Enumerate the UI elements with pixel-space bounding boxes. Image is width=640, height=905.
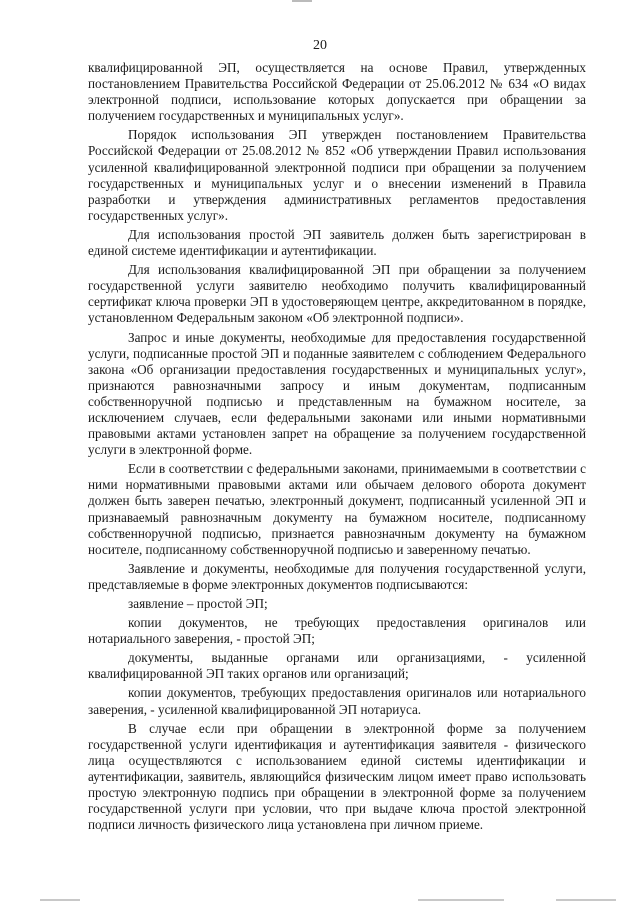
paragraph-2: Порядок использования ЭП утвержден постановлением Правительства Российской Федерации от 25.08.2012 № 852 «Об утверждении Правил использования усиленной квалифицированной электронной подписи при обращении за получением государственных и муниципальных услуг и о внесении изменений в Правила разработки и утверждения административных регламентов предоставления государственных услуг». xyxy=(88,127,586,223)
scan-artifact-bottom-right xyxy=(556,899,616,901)
paragraph-5: Запрос и иные документы, необходимые для предоставления государственной услуги, подписанные простой ЭП и поданные заявителем с соблюдением Федерального закона «Об организации предоставления государственных и муниципальных услуг», признаются равнозначными запросу и иным документам, подписанным собственноручной подписью и представленным на бумажном носителе, за исключением случаев, если федеральными законами или иными нормативными правовыми актами установлен запрет на обращение за получением государственной услуги в электронной форме. xyxy=(88,329,586,458)
scan-artifact-bottom-left xyxy=(40,899,80,901)
document-body xyxy=(88,60,586,833)
page-number: 20 xyxy=(313,38,327,53)
paragraph-1: квалифицированной ЭП, осуществляется на основе Правил, утвержденных постановлением Правительства Российской Федерации от 25.06.2012 № 634 «О видах электронной подписи, использование которых допускается при обращении за получением государственных и муниципальных услуг». xyxy=(88,60,586,124)
list-item-3: документы, выданные органами или организациями, - усиленной квалифицированной ЭП таких органов или организаций; xyxy=(88,650,586,682)
paragraph-4: Для использования квалифицированной ЭП при обращении за получением государственной услуги заявителю необходимо получить квалифицированный сертификат ключа проверки ЭП в удостоверяющем центре, аккредитованном в порядке, установленном Федеральным законом «Об электронной подписи». xyxy=(88,262,586,326)
paragraph-3: Для использования простой ЭП заявитель должен быть зарегистрирован в единой системе идентификации и аутентификации. xyxy=(88,226,586,259)
scan-artifact-top xyxy=(292,0,312,2)
list-item-2: копии документов, не требующих предоставления оригиналов или нотариального заверения, - простой ЭП; xyxy=(88,615,586,647)
paragraph-6: Если в соответствии с федеральными законами, принимаемыми в соответствии с ними нормативными правовыми актами или обычаем делового оборота документ должен быть заверен печатью, электронный документ, подписанный усиленной ЭП и признаваемый равнозначным документу на бумажном носителе, подписанному собственноручной подписью, признается равнозначным документу на бумажном носителе, подписанному собственноручной подписью и заверенному печатью. xyxy=(88,461,586,557)
paragraph-8: В случае если при обращении в электронной форме за получением государственной услуги идентификация и аутентификация заявителя - физического лица осуществляются с использованием единой системы идентификации и аутентификации, заявитель, являющийся физическим лицом имеет право использовать простую электронную подпись при обращении в электронной форме за получением государственной услуги при условии, что при выдаче ключа простой электронной подписи личность физического лица установлена при личном приеме. xyxy=(88,720,586,833)
scan-artifact-bottom-center xyxy=(418,899,504,901)
list-item-4: копии документов, требующих предоставления оригиналов или нотариального заверения, - усиленной квалифицированной ЭП нотариуса. xyxy=(88,685,586,717)
list-item-1: заявление – простой ЭП; xyxy=(128,596,268,611)
paragraph-7: Заявление и документы, необходимые для получения государственной услуги, представляемые в форме электронных документов подписываются: xyxy=(88,560,586,592)
